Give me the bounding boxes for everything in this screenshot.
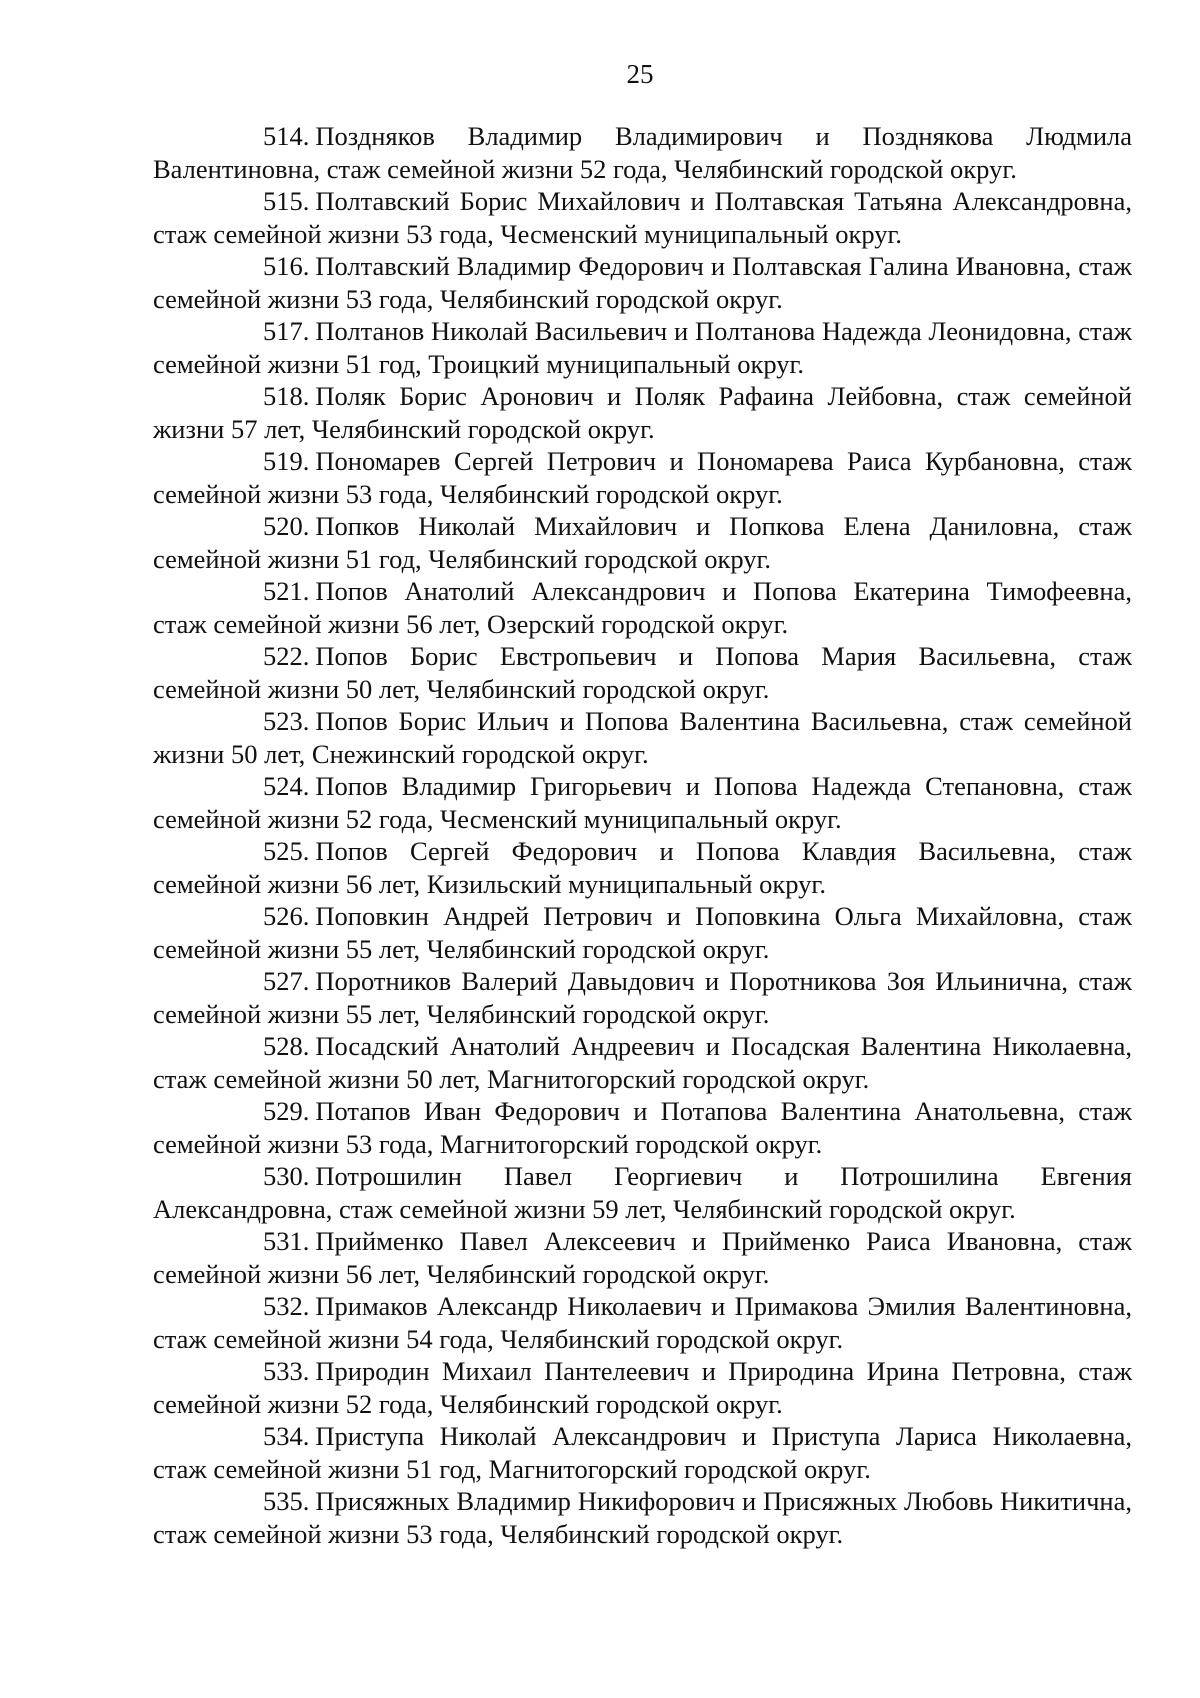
entry-text: Попов Борис Ильич и Попова Валентина Васильевна, стаж семейной жизни 50 лет, Снежинский городской округ. [153,706,1132,769]
entry-number: 514. [263,121,310,151]
entry-text: Попов Сергей Федорович и Попова Клавдия Васильевна, стаж семейной жизни 56 лет, Кизильский муниципальный округ. [153,836,1132,899]
entry-text: Приступа Николай Александрович и Приступа Лариса Николаевна, стаж семейной жизни 51 год, Магнитогорский городской округ. [153,1421,1132,1484]
entry-number: 515. [263,186,310,216]
list-item [153,120,1132,185]
entry-text: Полтавский Борис Михайлович и Полтавская Татьяна Александровна, стаж семейной жизни 53 года, Чесменский муниципальный округ. [153,186,1132,249]
list-item [153,250,1132,315]
entry-text: Поротников Валерий Давыдович и Поротникова Зоя Ильинична, стаж семейной жизни 55 лет, Челябинский городской округ. [153,966,1132,1029]
list-item [153,640,1132,705]
entry-number: 527. [263,966,310,996]
list-item [153,835,1132,900]
list-item [153,1485,1132,1550]
list-item [153,510,1132,575]
list-item [153,1160,1132,1225]
list-item [153,1225,1132,1290]
entry-text: Поляк Борис Аронович и Поляк Рафаина Лейбовна, стаж семейной жизни 57 лет, Челябинский городской округ. [153,381,1132,444]
entry-number: 520. [263,511,310,541]
entry-number: 535. [263,1486,310,1516]
entry-number: 521. [263,576,310,606]
entry-number: 532. [263,1291,310,1321]
list-item [153,380,1132,445]
list-item [153,900,1132,965]
entry-list [153,120,1132,1550]
entry-text: Потрошилин Павел Георгиевич и Потрошилина Евгения Александровна, стаж семейной жизни 59 лет, Челябинский городской округ. [153,1161,1132,1224]
list-item [153,1290,1132,1355]
list-item [153,1030,1132,1095]
entry-text: Прийменко Павел Алексеевич и Прийменко Раиса Ивановна, стаж семейной жизни 56 лет, Челябинский городской округ. [153,1226,1132,1289]
entry-number: 525. [263,836,310,866]
entry-number: 529. [263,1096,310,1126]
entry-text: Попов Анатолий Александрович и Попова Екатерина Тимофеевна, стаж семейной жизни 56 лет, Озерский городской округ. [153,576,1132,639]
entry-number: 528. [263,1031,310,1061]
entry-number: 519. [263,446,310,476]
entry-number: 524. [263,771,310,801]
list-item [153,185,1132,250]
list-item [153,1355,1132,1420]
entry-text: Посадский Анатолий Андреевич и Посадская Валентина Николаевна, стаж семейной жизни 50 лет, Магнитогорский городской округ. [153,1031,1132,1094]
entry-number: 534. [263,1421,310,1451]
entry-text: Полтавский Владимир Федорович и Полтавская Галина Ивановна, стаж семейной жизни 53 года, Челябинский городской округ. [153,251,1132,314]
list-item [153,1420,1132,1485]
entry-number: 517. [263,316,310,346]
page-number: 25 [626,59,654,89]
entry-number: 531. [263,1226,310,1256]
entry-text: Поповкин Андрей Петрович и Поповкина Ольга Михайловна, стаж семейной жизни 55 лет, Челябинский городской округ. [153,901,1132,964]
entry-text: Попов Борис Евстропьевич и Попова Мария Васильевна, стаж семейной жизни 50 лет, Челябинский городской округ. [153,641,1132,704]
entry-text: Пономарев Сергей Петрович и Пономарева Раиса Курбановна, стаж семейной жизни 53 года, Челябинский городской округ. [153,446,1132,509]
entry-text: Полтанов Николай Васильевич и Полтанова Надежда Леонидовна, стаж семейной жизни 51 год, Троицкий муниципальный округ. [153,316,1132,379]
entry-number: 526. [263,901,310,931]
entry-number: 516. [263,251,310,281]
list-item [153,965,1132,1030]
list-item [153,575,1132,640]
entry-text: Примаков Александр Николаевич и Примакова Эмилия Валентиновна, стаж семейной жизни 54 года, Челябинский городской округ. [153,1291,1132,1354]
list-item [153,770,1132,835]
entry-number: 533. [263,1356,310,1386]
entry-number: 523. [263,706,310,736]
entry-text: Поздняков Владимир Владимирович и Позднякова Людмила Валентиновна, стаж семейной жизни 52 года, Челябинский городской округ. [153,121,1132,184]
entry-text: Присяжных Владимир Никифорович и Присяжных Любовь Никитична, стаж семейной жизни 53 года, Челябинский городской округ. [153,1486,1132,1549]
entry-text: Попов Владимир Григорьевич и Попова Надежда Степановна, стаж семейной жизни 52 года, Чесменский муниципальный округ. [153,771,1132,834]
entry-number: 518. [263,381,310,411]
list-item [153,1095,1132,1160]
list-item [153,315,1132,380]
entry-number: 530. [263,1161,310,1191]
entry-text: Попков Николай Михайлович и Попкова Елена Даниловна, стаж семейной жизни 51 год, Челябинский городской округ. [153,511,1132,574]
entry-text: Природин Михаил Пантелеевич и Природина Ирина Петровна, стаж семейной жизни 52 года, Челябинский городской округ. [153,1356,1132,1419]
entry-number: 522. [263,641,310,671]
list-item [153,705,1132,770]
entry-text: Потапов Иван Федорович и Потапова Валентина Анатольевна, стаж семейной жизни 53 года, Магнитогорский городской округ. [153,1096,1132,1159]
list-item [153,445,1132,510]
